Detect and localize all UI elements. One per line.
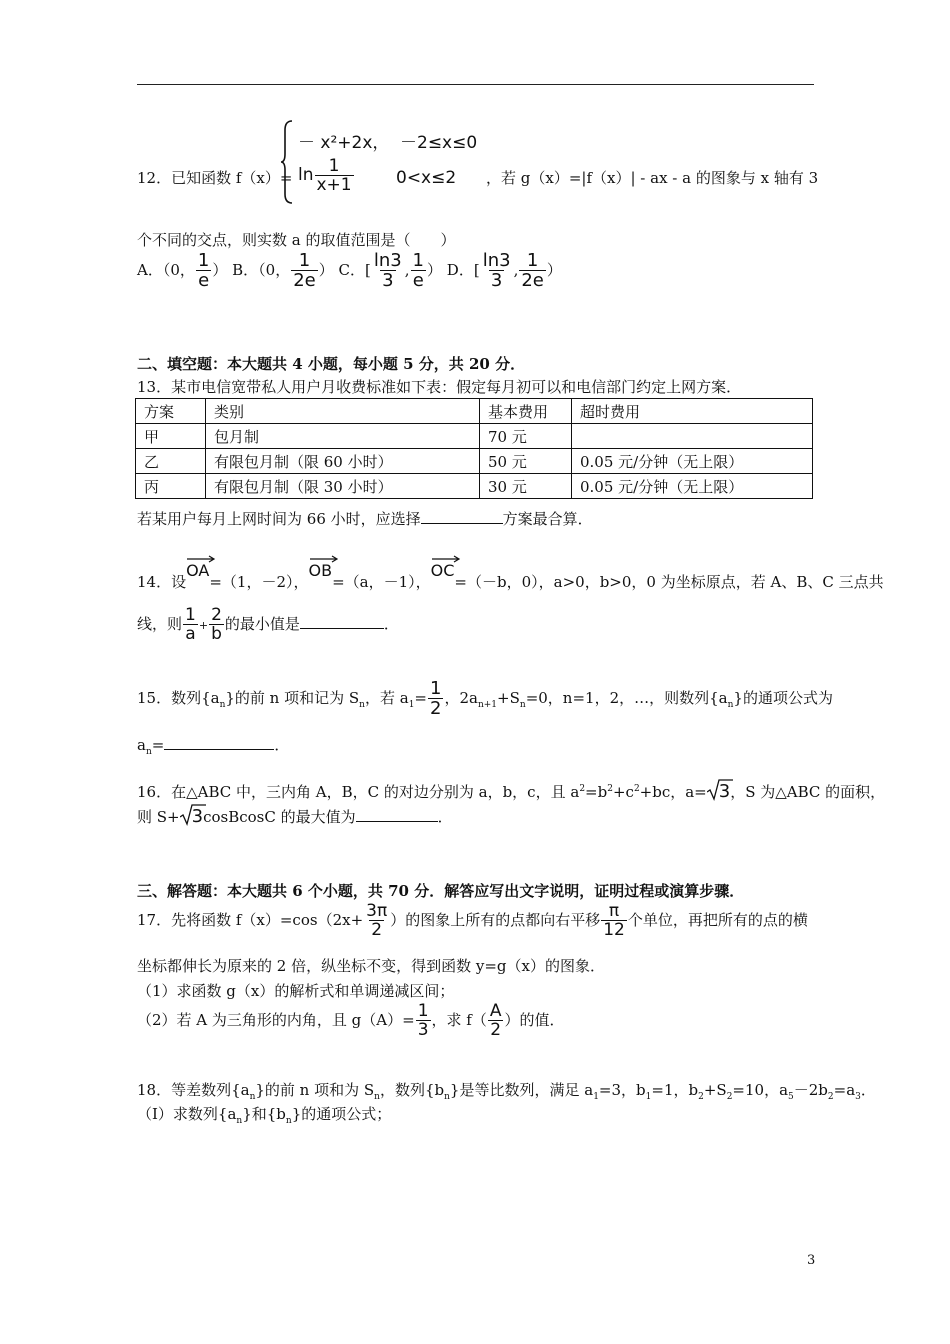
fraction-denominator: x+1	[316, 175, 352, 195]
table-cell: 包月制	[206, 424, 480, 449]
option-c[interactable]: C．[ $\frac{\ln 3}{3}$ , $\frac{1}{e}$ ）	[338, 250, 443, 291]
q17-part1: （1）求函数 g（x）的解析式和单调递减区间；	[137, 982, 455, 1000]
sqrt-3: 3	[180, 806, 203, 827]
table-cell	[572, 424, 813, 449]
table-header-cell: 类别	[206, 399, 480, 424]
table-cell: 丙	[136, 474, 206, 499]
option-b[interactable]: B．（0， $\frac{1}{2e}$ ）	[232, 250, 334, 291]
q13-after: 若某用户每月上网时间为 66 小时，应选择 方案最合算．	[137, 510, 593, 528]
vector-oc: OC	[431, 561, 455, 580]
answer-blank[interactable]	[356, 807, 438, 822]
table-header-cell: 超时费用	[572, 399, 813, 424]
q12-piece1-expr: － x²+2x，	[298, 133, 390, 153]
left-brace-icon	[281, 120, 293, 204]
q12-options	[137, 252, 562, 290]
q16-line2: 则 S+ 3cosBcosC 的最大值为 ．	[137, 806, 453, 827]
question-18: 18．等差数列$\{a_n\}$的前 n 项和为 $S_n$，数列$\{b_n\}$是等比数列，满足 $a_1=3$，$b_1=1$，$b_2+S_2=10$，$a_5-2b_2=a_3$．	[137, 1081, 876, 1102]
ln-label: ln	[298, 165, 314, 185]
table-row	[136, 474, 813, 499]
table-header-cell: 基本费用	[480, 399, 572, 424]
answer-blank[interactable]	[300, 614, 384, 629]
q14-line2: 线，则 $\frac{1}{a}$ + $\frac{2}{b}$ 的最小值是 ．	[137, 605, 399, 644]
table-cell: 有限包月制（限 60 小时）	[206, 449, 480, 474]
table-cell: 50 元	[480, 449, 572, 474]
fee-table	[135, 398, 813, 499]
q17-line2: 坐标都伸长为原来的 2 倍，纵坐标不变，得到函数 y=g（x）的图象．	[137, 957, 605, 975]
header-rule	[137, 84, 814, 85]
q12-piece2	[298, 158, 355, 194]
table-cell: 甲	[136, 424, 206, 449]
page-number: 3	[807, 1253, 816, 1268]
sqrt-3: 3	[707, 781, 730, 802]
question-15: 15．数列$\{a_n\}$的前 n 项和记为 $S_n$，若 $a_1=$ $\frac{1}{2}$ ，$2a_{n+1}+S_n=0$，n=1，2，…，则数列$\{a_n\}$的通项公式为	[137, 678, 833, 719]
table-row	[136, 449, 813, 474]
table-header-row	[136, 399, 813, 424]
table-cell: 乙	[136, 449, 206, 474]
answer-blank[interactable]	[421, 509, 503, 524]
section-3-title: 三、解答题：本大题共 6 个小题，共 70 分．解答应写出文字说明，证明过程或演算步骤．	[137, 882, 745, 900]
q17-part2: （2）若 A 为三角形的内角，且 g（A）= $\frac{1}{3}$ ，求 f（ $\frac{A}{2}$ ）的值．	[137, 1001, 565, 1040]
answer-blank[interactable]	[164, 735, 274, 750]
question-16: 16．在△ABC 中，三内角 A，B，C 的对边分别为 a，b，c，且 $a^2=b^2+c^2+bc$，a= 3，S 为△ABC 的面积，	[137, 781, 886, 802]
question-14: 14．设 OA=（1，－2）， OB=（a，－1）， OC=（－b，0），a>0，b>0，0 为坐标原点，若 A、B、C 三点共	[137, 560, 884, 581]
table-header-cell: 方案	[136, 399, 206, 424]
q12-piece1-cond: －2≤x≤0	[400, 133, 478, 153]
section-2-title: 二、填空题：本大题共 4 小题，每小题 5 分，共 20 分．	[137, 355, 526, 373]
q12-line2: 个不同的交点，则实数 a 的取值范围是（ ）	[137, 231, 456, 249]
table-cell: 0.05 元/分钟（无上限）	[572, 474, 813, 499]
q12-suffix: ，若 g（x）=|f（x）| - ax - a 的图象与 x 轴有 3	[486, 169, 819, 187]
fraction-numerator: 1	[328, 156, 340, 176]
question-17: 17．先将函数 f（x）=cos（2x+ $\frac{3\pi}{2}$ ）的图象上所有的点都向右平移 $\frac{\pi}{12}$ 个单位，再把所有的点的横	[137, 901, 808, 940]
table-row	[136, 424, 813, 449]
q18-part1: （Ⅰ）求数列$\{a_n\}$和$\{b_n\}$的通项公式；	[137, 1105, 392, 1126]
q13-text: 13．某市电信宽带私人用户月收费标准如下表：假定每月初可以和电信部门约定上网方案．	[137, 378, 742, 396]
option-d[interactable]: D．[ $\frac{\ln 3}{3}$ , $\frac{1}{2e}$ ）	[446, 250, 562, 291]
table-cell: 70 元	[480, 424, 572, 449]
table-cell: 有限包月制（限 30 小时）	[206, 474, 480, 499]
option-a[interactable]: A．（0， $\frac{1}{e}$ ）	[137, 250, 228, 291]
q12-prefix: 12．已知函数 f（x）=	[137, 169, 293, 187]
q15-line2: $a_n=$ ．	[137, 736, 290, 757]
table-cell: 0.05 元/分钟（无上限）	[572, 449, 813, 474]
table-cell: 30 元	[480, 474, 572, 499]
q12-piece2-cond: 0<x≤2	[396, 168, 457, 188]
vector-ob: OB	[309, 561, 333, 580]
vector-oa: OA	[186, 561, 209, 580]
